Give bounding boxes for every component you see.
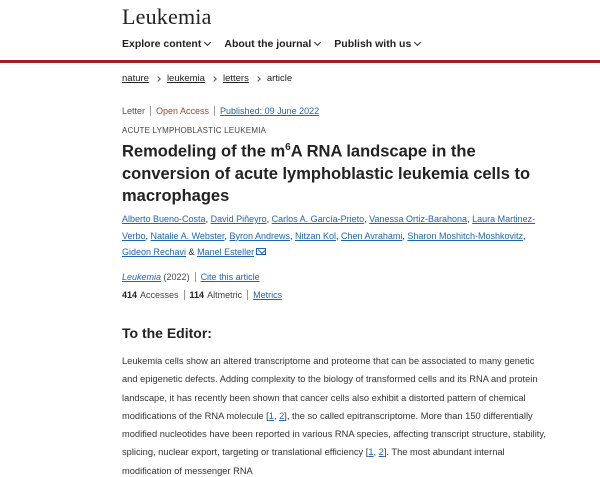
article-type: Letter: [122, 106, 146, 116]
chevron-down-icon: [204, 39, 211, 46]
citation-line: [122, 272, 260, 282]
breadcrumb-nature[interactable]: nature: [122, 73, 149, 84]
article-title: [122, 137, 542, 207]
nav-item-label: About the journal: [224, 38, 312, 50]
nav-item-label: Explore content: [122, 38, 202, 50]
author-link[interactable]: Manel Esteller: [197, 247, 255, 257]
article-meta: [122, 106, 319, 116]
journal-link[interactable]: Leukemia: [122, 272, 162, 282]
breadcrumb: [122, 73, 292, 84]
article-subject[interactable]: ACUTE LYMPHOBLASTIC LEUKEMIA: [122, 126, 267, 135]
author-link[interactable]: Natalie A. Webster: [150, 230, 225, 241]
divider: [184, 290, 185, 300]
chevron-down-icon: [414, 39, 421, 46]
breadcrumb-leukemia[interactable]: leukemia: [166, 73, 205, 84]
citation-year: (2022): [163, 272, 190, 282]
reference-link[interactable]: 2: [378, 447, 384, 458]
reference-link[interactable]: 1: [368, 447, 374, 458]
body-text: ]. The most abundant internal modification of messenger RNA: [122, 447, 505, 476]
chevron-right-icon: [211, 76, 217, 82]
nav-item-label: Publish with us: [334, 38, 412, 50]
title-superscript: 6: [285, 142, 291, 153]
author-link[interactable]: David Piñeyro: [210, 214, 267, 224]
chevron-down-icon: [314, 39, 321, 46]
metrics-link[interactable]: Metrics: [253, 290, 283, 300]
nav-explore-content[interactable]: [122, 38, 210, 50]
header-divider: [0, 60, 600, 63]
author-list: Alberto Bueno-Costa, David Piñeyro, Carlos A. García-Prieto, Vanessa Ortiz-Barahona, Laura Martinez-Verbo, Natalie A. Webster, Byron Andrews, Nitzan Kol, Chen Avrahami, Sharon Moshitch-Moshkovitz, Gideon Rechavi & Manel Esteller: [122, 214, 536, 257]
accesses-count: 414: [122, 290, 138, 300]
cite-this-article-link[interactable]: Cite this article: [200, 272, 260, 282]
author-link[interactable]: Vanessa Ortiz-Barahona: [369, 214, 468, 224]
author-link[interactable]: Laura Martinez-Verbo: [122, 214, 536, 241]
divider: [214, 106, 215, 116]
chevron-right-icon: [155, 76, 161, 82]
open-access-badge: Open Access: [156, 106, 210, 116]
altmetric-count: 114: [189, 290, 205, 300]
author-link[interactable]: Alberto Bueno-Costa: [122, 214, 206, 224]
author-link[interactable]: Gideon Rechavi: [122, 247, 187, 257]
article-body-paragraph: Leukemia cells show an altered transcriptome and proteome that can be associated to many genetic and epigenetic defects. Adding complexity to the biology of transformed cells and its RNA and protein landscape, it has recently been shown that cancer cells also exhibit a distorted pattern of chemical modifications of the RNA molecule [1, 2], the so called epitranscriptome. More than 150 differentially modified nucleotides have been reported in various RNA species, affecting transcript structure, stability, splicing, nuclear export, targeting or translational efficiency [1, 2]. The most abundant internal modification of messenger RNA: [122, 356, 546, 476]
nav-publish-with-us[interactable]: [334, 38, 420, 50]
body-text: Leukemia cells show an altered transcriptome and proteome that can be associated to many genetic and epigenetic defects. Adding complexity to the biology of transformed cells and its RNA and protein landscape, it has recently been shown that cancer cells also exhibit a distorted pattern of chemical modifications of the RNA molecule [: [122, 356, 538, 421]
chevron-right-icon: [255, 76, 261, 82]
body-text: ], the so called epitranscriptome. More than 150 differentially modified nucleotides have been reported in various RNA species, affecting transcript structure, stability, splicing, nuclear export, targeting or translational efficiency [: [122, 410, 546, 458]
section-heading: To the Editor:: [122, 325, 212, 341]
author-link[interactable]: Sharon Moshitch-Moshkovitz: [407, 230, 523, 241]
breadcrumb-current: article: [266, 73, 293, 84]
author-link[interactable]: Nitzan Kol: [294, 230, 337, 241]
journal-logo[interactable]: Leukemia: [122, 4, 212, 29]
nav-about-journal[interactable]: [224, 38, 320, 50]
author-link[interactable]: Chen Avrahami: [341, 230, 403, 241]
author-link[interactable]: Byron Andrews: [229, 230, 290, 241]
title-part: A RNA landscape in the conversion of acute lymphoblastic leukemia cells to macrophages: [122, 142, 531, 205]
divider: [195, 272, 196, 282]
reference-link[interactable]: 1: [268, 410, 274, 421]
divider: [247, 290, 248, 300]
site-header: [0, 0, 600, 63]
divider: [150, 106, 151, 116]
title-part: Remodeling of the m: [122, 142, 286, 161]
reference-link[interactable]: 2: [279, 410, 285, 421]
main-nav: [122, 38, 420, 50]
article-metrics: [122, 290, 282, 300]
altmetric-label: Altmetric: [207, 290, 243, 300]
email-icon[interactable]: [256, 248, 266, 255]
breadcrumb-letters[interactable]: letters: [222, 73, 249, 84]
accesses-label: Accesses: [140, 290, 179, 300]
author-link[interactable]: Carlos A. García-Prieto: [271, 214, 365, 224]
published-date-link[interactable]: Published: 09 June 2022: [220, 106, 320, 116]
